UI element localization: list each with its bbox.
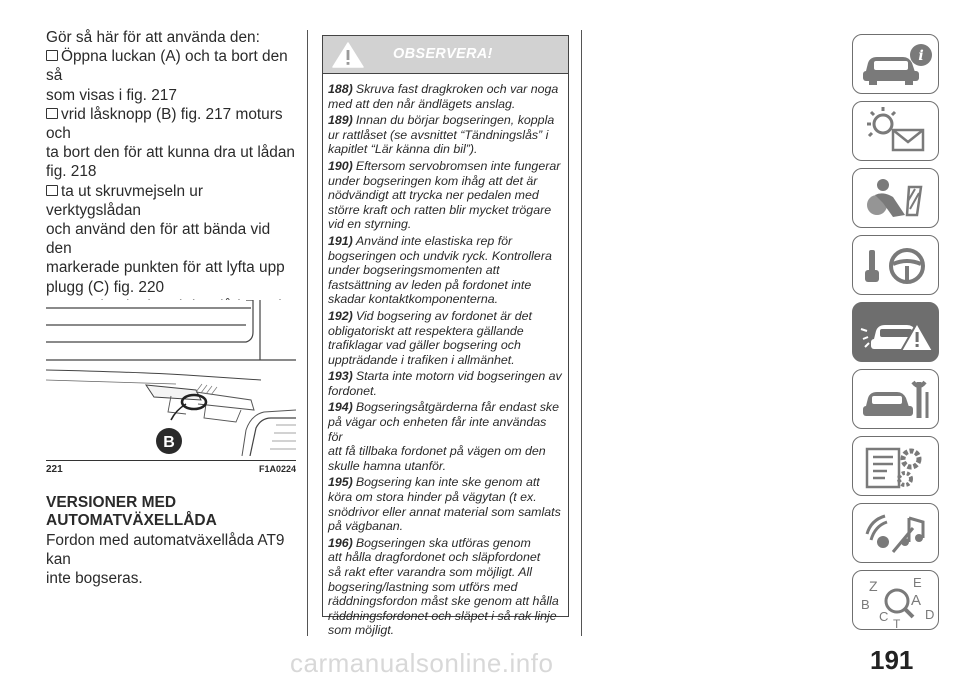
observera-item-text: Skruva fast dragkroken och var noga: [355, 82, 559, 96]
observera-item-text: bogseringen och undvik ryck. Kontrollera: [328, 248, 552, 263]
observera-item-text: under bogseringen kom ihåg att det är: [328, 173, 538, 188]
observera-line: [328, 490, 563, 505]
step-text: och använd den för att bända vid den: [46, 221, 271, 258]
observera-item-text: Bogseringsåtgärderna får endast ske: [355, 400, 560, 415]
observera-item-text: större kraft och ratten blir mycket trögare: [328, 202, 552, 217]
observera-line: [328, 128, 563, 143]
observera-list: [323, 74, 568, 638]
checkbox-bullet-icon: [46, 185, 58, 196]
observera-item-text: under bogseringsmomenten att: [328, 263, 500, 278]
observera-item: [328, 82, 563, 111]
column-divider: [307, 30, 308, 636]
observera-line: [328, 188, 563, 203]
multimedia-music-icon: [853, 504, 940, 564]
observera-item: [328, 113, 563, 157]
page-number: 191: [870, 645, 914, 675]
observera-item-number: 190): [328, 158, 353, 173]
observera-item-number: 191): [328, 233, 353, 248]
observera-item-text: Vid bogsering av fordonet är det: [355, 308, 532, 323]
observera-item-text: snödrivor eller annat material som samlats: [328, 504, 561, 519]
observera-line: [328, 278, 563, 293]
observera-line: [328, 475, 563, 490]
observera-item: [328, 536, 563, 638]
observera-line: [328, 459, 563, 474]
section-body-line-1: Fordon med automatväxellåda AT9 kan: [46, 532, 285, 569]
observera-item-text: köra om stora hinder på vägytan (t ex.: [328, 490, 537, 505]
observera-line: [328, 217, 563, 232]
step-text: fig. 218: [46, 163, 97, 181]
callout-label-b: B: [163, 434, 175, 451]
step-text: plugg (C) fig. 220: [46, 278, 165, 296]
car-service-tools-icon: [853, 370, 940, 430]
chapter-tab-index[interactable]: [852, 570, 939, 630]
step-text: markerade punkten för att lyfta upp: [46, 259, 285, 277]
observera-item-number: 194): [328, 400, 353, 415]
observera-line: [328, 97, 563, 112]
observera-item: [328, 234, 563, 307]
observera-item: [328, 309, 563, 367]
observera-item-text: Bogseringen ska utföras genom: [355, 535, 531, 550]
observera-line: [328, 415, 563, 444]
car-emergency-icon: [853, 303, 940, 363]
observera-box: [322, 35, 569, 638]
figure-221-illustration: [46, 300, 296, 456]
observera-item: [328, 400, 563, 473]
warning-triangle-icon: [331, 41, 365, 74]
observera-item-text: på vägbanan.: [328, 519, 404, 534]
technical-data-gears-icon: [853, 437, 940, 497]
observera-header: [323, 36, 568, 74]
observera-line: [328, 309, 563, 324]
section-body: [46, 531, 301, 589]
observera-line: [328, 353, 563, 368]
observera-line: [328, 203, 563, 218]
observera-item-text: trafiklagar vad gäller bogsering och: [328, 338, 521, 353]
observera-line: [328, 82, 563, 97]
key-steering-wheel-icon: [853, 236, 940, 296]
observera-item-text: nödvändigt att trycka ner pedalen med: [328, 188, 539, 203]
observera-line: [328, 580, 563, 595]
section-title-line-2: AUTOMATVÄXELLÅDA: [46, 512, 217, 529]
checkbox-bullet-icon: [46, 108, 58, 119]
chapter-tab-technical-data[interactable]: [852, 436, 939, 496]
observera-line: [328, 623, 563, 638]
observera-item-text: med att den når ändlägets anslag.: [328, 96, 516, 111]
observera-item-text: kapitlet “Lär känna din bil”).: [328, 142, 478, 157]
observera-line: [328, 519, 563, 534]
observera-item-text: skulle hamna utanför.: [328, 458, 447, 473]
observera-item-text: Eftersom servobromsen inte fungerar: [355, 158, 561, 173]
airbag-seatbelt-icon: [853, 169, 940, 229]
observera-item-text: vid en styrning.: [328, 217, 412, 232]
observera-line: [328, 292, 563, 307]
step-item: [46, 182, 298, 220]
observera-item: [328, 475, 563, 533]
observera-item-text: skadar kontaktkomponenterna.: [328, 292, 499, 307]
section-title: [46, 494, 301, 530]
observera-line: [328, 113, 563, 128]
section-title-line-1: VERSIONER MED: [46, 494, 177, 511]
observera-line: [328, 263, 563, 278]
observera-item-text: Innan du börjar bogseringen, koppla: [355, 113, 555, 128]
observera-item-text: fordonet.: [328, 383, 377, 398]
observera-line: [328, 594, 563, 609]
observera-line: [328, 444, 563, 459]
observera-item-text: fastsättning av leden på fordonet inte: [328, 277, 532, 292]
column-divider: [581, 30, 582, 636]
figure-number: 221: [46, 464, 63, 475]
step-text: Öppna luckan (A) och ta bort den så: [46, 48, 288, 85]
instructions-intro: Gör så här för att använda den:: [46, 29, 260, 46]
observera-item-text: räddningsfordonet och släpet i så rak linje: [328, 608, 557, 623]
observera-item-number: 195): [328, 475, 353, 490]
observera-line: [328, 159, 563, 174]
observera-line: [328, 609, 563, 624]
svg-text:i: i: [918, 48, 924, 64]
observera-item-text: bogsering/lastning som utförs med: [328, 579, 518, 594]
observera-line: [328, 505, 563, 520]
section-body-line-2: inte bogseras.: [46, 570, 143, 588]
index-letter: Z: [869, 578, 878, 594]
chapter-tab-maintenance[interactable]: [852, 369, 939, 429]
observera-item-text: så rakt efter varandra som möjligt. All: [328, 565, 533, 579]
observera-line: [328, 384, 563, 399]
chapter-tab-emergency[interactable]: [852, 302, 939, 362]
observera-item-text: räddningsfordon måst ske genom att hålla: [328, 594, 559, 609]
observera-item-number: 188): [328, 82, 353, 96]
observera-item-text: Bogsering kan inte ske genom att: [355, 475, 540, 490]
checkbox-bullet-icon: [46, 50, 58, 61]
observera-item-text: Starta inte motorn vid bogseringen av: [355, 369, 562, 384]
index-letter: T: [893, 617, 901, 631]
observera-item-number: 192): [328, 308, 353, 323]
observera-line: [328, 234, 563, 249]
car-info-icon: [853, 35, 940, 95]
step-text: som visas i fig. 217: [46, 86, 177, 104]
index-letter: E: [913, 575, 922, 590]
chapter-sidebar: [852, 34, 940, 637]
step-text: vrid låsknopp (B) fig. 217 moturs och: [46, 105, 283, 143]
observera-item-text: Använd inte elastiska rep för: [355, 233, 513, 248]
chapter-tab-safety[interactable]: [852, 168, 939, 228]
alphabetical-index-icon: [853, 571, 940, 631]
observera-line: [328, 565, 563, 580]
observera-line: [328, 369, 563, 384]
figure-code: F1A0224: [258, 464, 296, 474]
observera-line: [328, 142, 563, 157]
observera-item: [328, 369, 563, 398]
warning-lights-message-icon: [853, 102, 940, 162]
observera-line: [328, 550, 563, 565]
observera-line: [328, 324, 563, 339]
observera-line: [328, 249, 563, 264]
observera-item-number: 189): [328, 113, 353, 128]
observera-item-number: 193): [328, 369, 353, 384]
chapter-tab-starting-driving[interactable]: [852, 235, 939, 295]
step-text: ta bort den för att kunna dra ut lådan: [46, 144, 295, 162]
observera-item-text: att hålla dragfordonet och släpfordonet: [328, 550, 541, 565]
watermark: carmanualsonline.info: [290, 648, 554, 678]
step-item: [46, 47, 298, 85]
towing-ring-drawing: [46, 300, 296, 456]
observera-item-text: som möjligt.: [328, 623, 395, 638]
observera-item-text: att få tillbaka fordonet på vägen om den: [328, 444, 546, 459]
chapter-tab-warning-lights[interactable]: [852, 101, 939, 161]
step-text: ta ut skruvmejseln ur verktygslådan: [46, 182, 203, 219]
observera-line: [328, 338, 563, 353]
observera-item-text: obligatoriskt att respektera gällande: [328, 323, 524, 338]
observera-item-number: 196): [328, 535, 353, 550]
observera-line: [328, 400, 563, 415]
observera-item-text: på vägar och enheten får inte användas för: [328, 415, 547, 444]
observera-item: [328, 159, 563, 232]
observera-item-text: uppträdande i trafiken i allmänhet.: [328, 352, 515, 367]
observera-title: OBSERVERA!: [393, 46, 493, 62]
observera-line: [328, 174, 563, 189]
chapter-tab-multimedia[interactable]: [852, 503, 939, 563]
index-letter: B: [861, 597, 870, 612]
index-letter: C: [879, 609, 889, 624]
chapter-tab-car-info[interactable]: [852, 34, 939, 94]
index-letter: A: [911, 592, 922, 609]
observera-line: [328, 536, 563, 551]
step-item: [46, 105, 298, 143]
observera-item-text: ur rattlåset (se avsnittet “Tändningslås” i: [328, 127, 549, 142]
figure-caption: [46, 460, 296, 479]
index-letter: D: [925, 607, 935, 622]
